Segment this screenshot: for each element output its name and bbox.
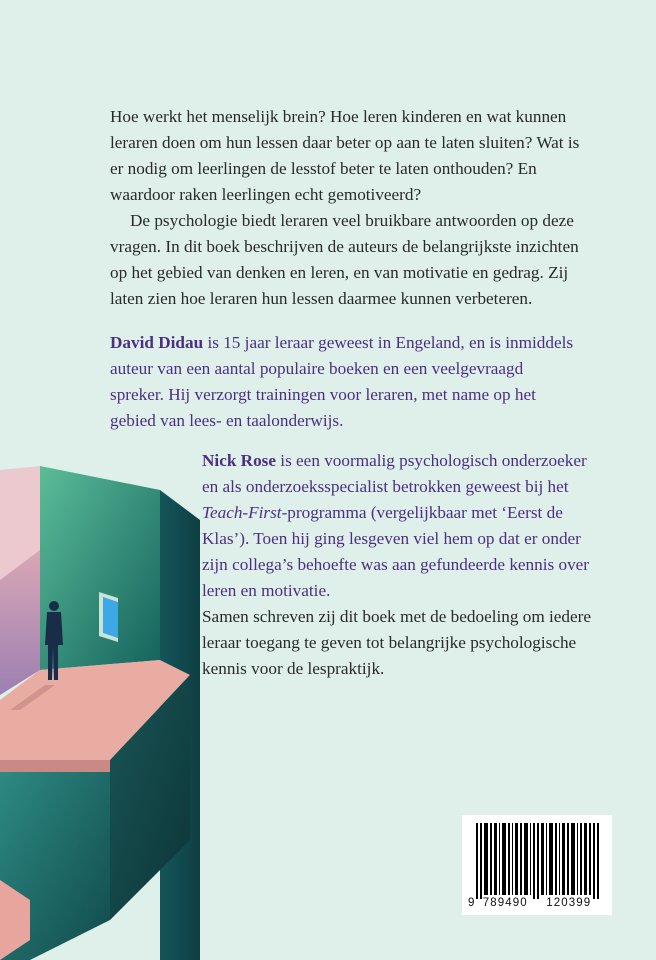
author-name-rose: Nick Rose: [202, 451, 276, 470]
barcode-bars: [462, 815, 612, 899]
isbn-digits: [462, 897, 612, 909]
floor-edge: [0, 760, 110, 772]
isbn-lead-digit: 9: [468, 897, 476, 909]
bio-rose-text-1: is een voormalig psychologisch onderzoeker en als onderzoeksspecialist betrokken geweest bij het: [202, 451, 587, 496]
intro-text: [110, 104, 580, 312]
isbn-group-2: 120399: [546, 897, 592, 909]
window-glass: [103, 597, 118, 638]
program-name: Teach-First: [202, 503, 282, 522]
isbn-group-1: 789490: [482, 897, 528, 909]
closing-paragraph: Samen schreven zij dit boek met de bedoeling om iedere leraar toegang te geven tot belangrijke psychologische kennis voor de lespraktijk.: [202, 607, 591, 678]
bio-rose-text-2: -programma (vergelijkbaar met ‘Eerst de Klas’). Toen hij ging lesgeven viel hem op dat er onder zijn collega’s behoefte was aan gefundeerde kennis over leren en motivatie.: [202, 503, 590, 600]
bio-david-didau: [110, 330, 580, 434]
intro-paragraph-1: Hoe werkt het menselijk brein? Hoe leren kinderen en wat kunnen leraren doen om hun lessen daar beter op aan te laten sluiten? Wat is er nodig om leerlingen de lesstof beter te laten onthouden? En waardoor raken leerlingen echt gemotiveerd?: [110, 107, 580, 204]
intro-paragraph-2: De psychologie biedt leraren veel bruikbare antwoorden op deze vragen. In dit boek beschrijven de auteurs de belangrijkste inzichten op het gebied van denken en leren, en van motivatie en gedrag. Zij laten zien hoe leraren hun lessen daarmee kunnen verbeteren.: [110, 211, 579, 308]
bio-didau-text: is 15 jaar leraar geweest in Engeland, en is inmiddels auteur van een aantal populaire boeken en een veelgevraagd spreker. Hij verzorgt trainingen voor leraren, met name op het gebied van lees- en taalonderwijs.: [110, 333, 574, 430]
isbn-barcode: [462, 815, 612, 915]
author-name-didau: David Didau: [110, 333, 204, 352]
cover-illustration: [0, 460, 200, 960]
closing-text: [202, 604, 602, 682]
bio-nick-rose: [202, 448, 602, 604]
